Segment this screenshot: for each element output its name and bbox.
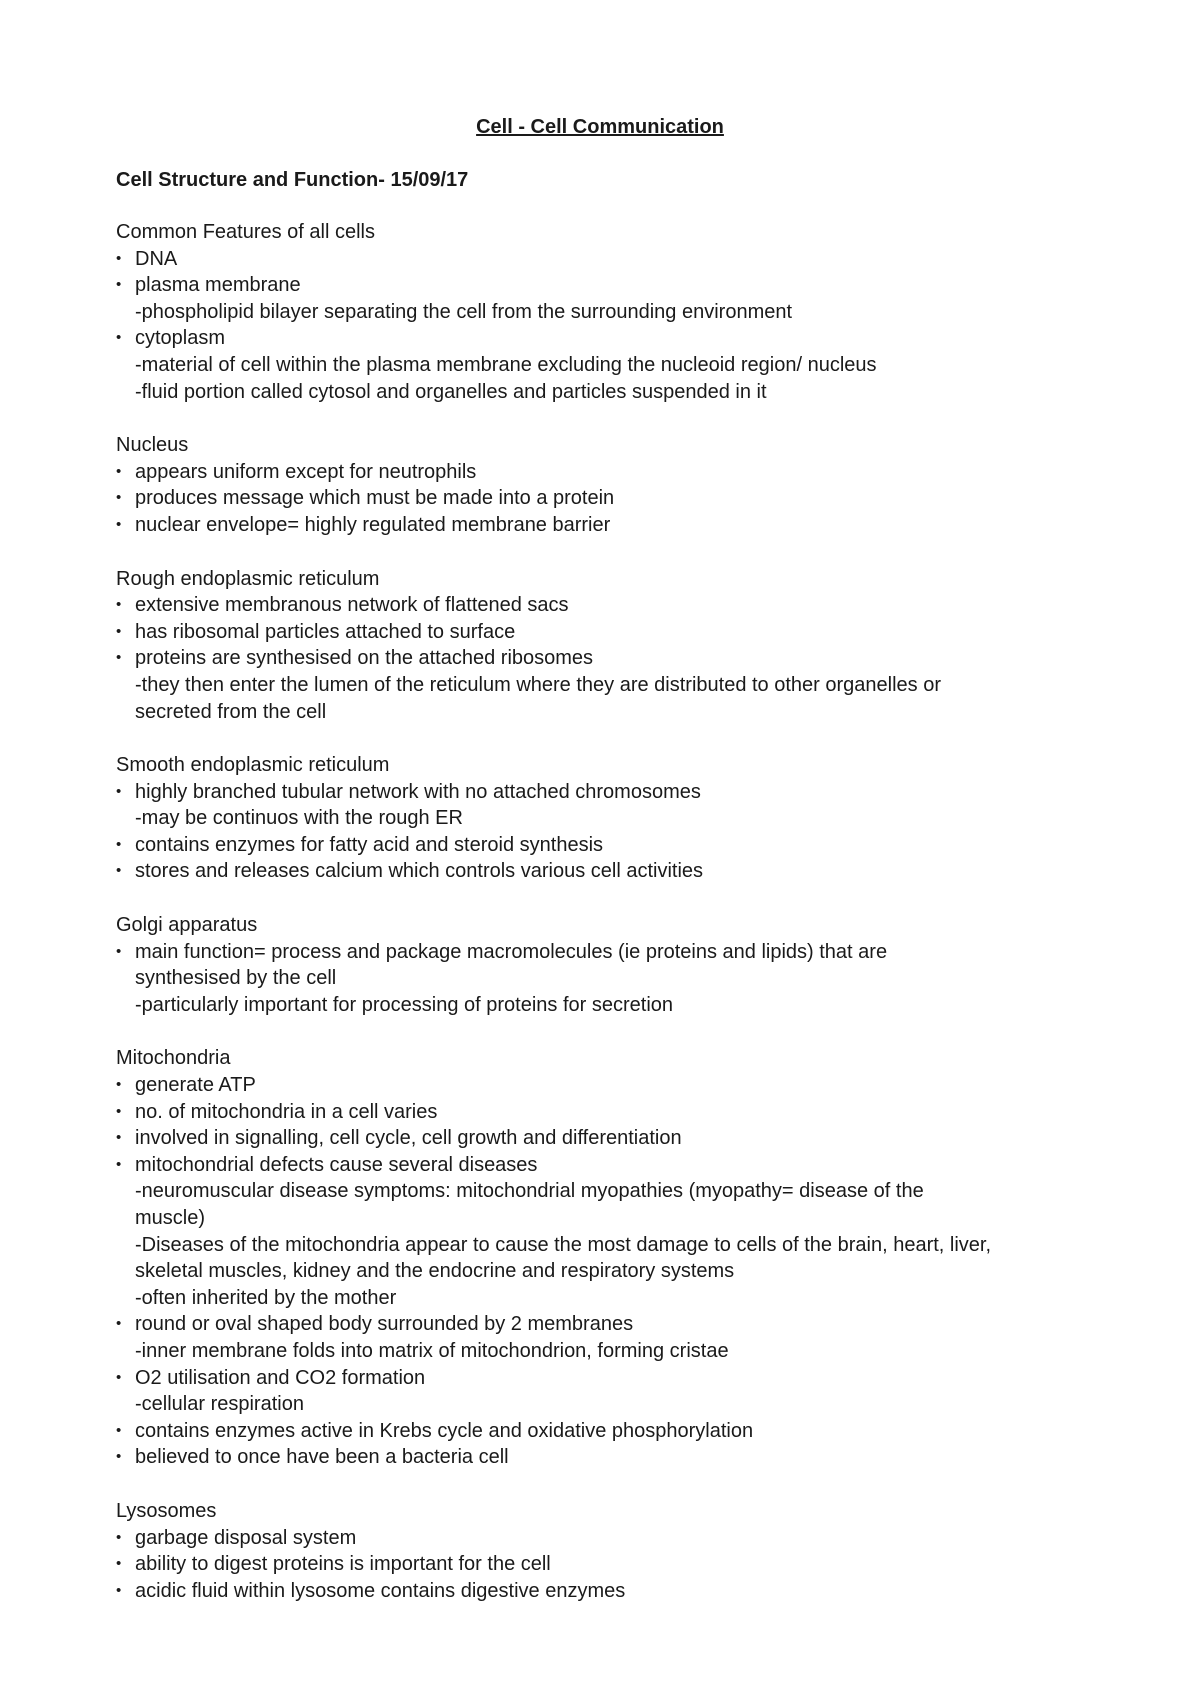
bullet-item: • stores and releases calcium which controls various cell activities: [116, 858, 1116, 885]
bullet-item: • produces message which must be made into a protein: [116, 485, 1116, 512]
sub-note: -fluid portion called cytosol and organelles and particles suspended in it: [135, 380, 767, 403]
bullet-item: • cytoplasm: [116, 325, 1116, 352]
bullet-item: • DNA: [116, 246, 1116, 273]
section: [116, 1498, 1116, 1604]
bullet-item: • nuclear envelope= highly regulated membrane barrier: [116, 512, 1116, 539]
section: [116, 432, 1116, 538]
section-heading: Common Features of all cells: [116, 221, 375, 243]
bullet-item: • has ribosomal particles attached to surface: [116, 619, 1116, 646]
bullet-item: • acidic fluid within lysosome contains digestive enzymes: [116, 1578, 1116, 1605]
bullet-item: • appears uniform except for neutrophils: [116, 459, 1116, 486]
bullet-item: • round or oval shaped body surrounded by 2 membranes: [116, 1311, 1116, 1338]
section: [116, 219, 1116, 405]
sub-note: -material of cell within the plasma membrane excluding the nucleoid region/ nucleus: [135, 353, 877, 376]
section-heading: Nucleus: [116, 434, 189, 457]
bullet-item: • generate ATP: [116, 1072, 1116, 1099]
sub-note: -may be continuos with the rough ER: [135, 807, 463, 830]
sub-note: -often inherited by the mother: [135, 1286, 397, 1309]
document-subtitle: Cell Structure and Function- 15/09/17: [116, 169, 469, 191]
bullet-item: • contains enzymes active in Krebs cycle and oxidative phosphorylation: [116, 1418, 1116, 1445]
section-heading: Lysosomes: [116, 1499, 217, 1522]
section-heading: Golgi apparatus: [116, 914, 258, 937]
sub-note: skeletal muscles, kidney and the endocrine and respiratory systems: [135, 1260, 735, 1283]
sub-note: -cellular respiration: [135, 1393, 304, 1416]
bullet-item: • garbage disposal system: [116, 1525, 1116, 1552]
bullet-item: • contains enzymes for fatty acid and steroid synthesis: [116, 832, 1116, 859]
document-title: Cell - Cell Communication: [476, 116, 724, 138]
section: [116, 912, 1116, 1018]
sub-note: -inner membrane folds into matrix of mitochondrion, forming cristae: [135, 1339, 729, 1362]
section-heading: Smooth endoplasmic reticulum: [116, 754, 390, 777]
sub-note: -they then enter the lumen of the reticulum where they are distributed to other organelles or: [135, 673, 942, 696]
bullet-item: • O2 utilisation and CO2 formation: [116, 1365, 1116, 1392]
sub-note: muscle): [135, 1207, 206, 1229]
bullet-item: • ability to digest proteins is important for the cell: [116, 1551, 1116, 1578]
bullet-item: • proteins are synthesised on the attached ribosomes: [116, 645, 1116, 672]
section: [116, 752, 1116, 885]
bullet-item: • mitochondrial defects cause several diseases: [116, 1152, 1116, 1179]
section-heading: Mitochondria: [116, 1047, 231, 1070]
bullet-item: • plasma membrane: [116, 272, 1116, 299]
bullet-item: • involved in signalling, cell cycle, cell growth and differentiation: [116, 1125, 1116, 1152]
bullet-item: • believed to once have been a bacteria cell: [116, 1444, 1116, 1471]
sub-note: -phospholipid bilayer separating the cell from the surrounding environment: [135, 300, 793, 323]
bullet-item: • highly branched tubular network with no attached chromosomes: [116, 779, 1116, 806]
bullet-item: • no. of mitochondria in a cell varies: [116, 1099, 1116, 1126]
section: [116, 1045, 1116, 1471]
sub-note: -neuromuscular disease symptoms: mitochondrial myopathies (myopathy= disease of the: [135, 1180, 924, 1203]
section-heading: Rough endoplasmic reticulum: [116, 567, 380, 590]
section: [116, 566, 1116, 726]
sub-note: secreted from the cell: [135, 700, 327, 723]
sub-note: -particularly important for processing of proteins for secretion: [135, 993, 674, 1016]
sub-note: synthesised by the cell: [135, 967, 337, 990]
bullet-item: • main function= process and package macromolecules (ie proteins and lipids) that are: [116, 939, 1116, 966]
bullet-item: • extensive membranous network of flattened sacs: [116, 592, 1116, 619]
sub-note: -Diseases of the mitochondria appear to cause the most damage to cells of the brain, heart, liver,: [135, 1233, 992, 1256]
notes-body: [116, 219, 1116, 1631]
